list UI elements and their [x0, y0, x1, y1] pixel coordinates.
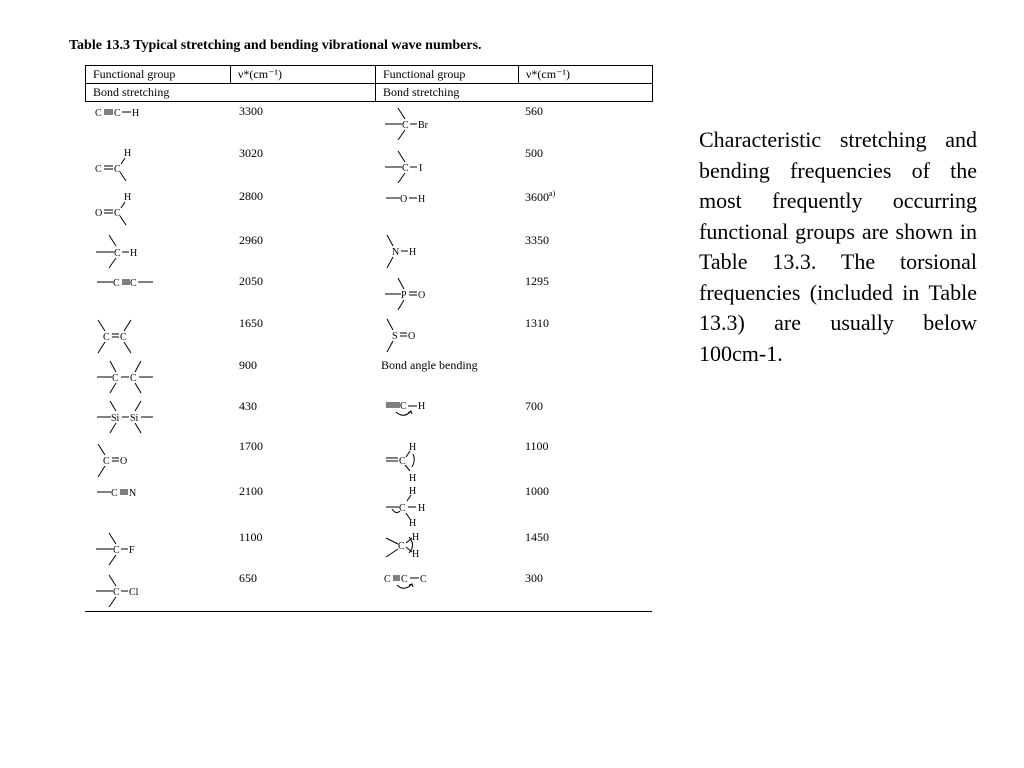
svg-text:H: H — [130, 248, 138, 259]
structure-alkene-cc — [95, 318, 139, 356]
structure-fluoride-cf — [95, 532, 145, 568]
svg-text:C: C — [111, 488, 118, 499]
structure-phosphoryl-po — [384, 277, 434, 313]
header-wavenumber-left: ν*(cm⁻¹) — [231, 66, 376, 84]
svg-text:O: O — [408, 331, 416, 342]
value-right-5: 1295 — [525, 274, 549, 288]
structure-chloride-ccl — [95, 574, 149, 610]
value-left-6: 1650 — [239, 316, 263, 330]
value-right-7: 700 — [525, 399, 543, 413]
structure-aldehyde-ch — [92, 188, 142, 228]
structure-bromide-cbr — [384, 107, 438, 143]
section-bond-stretching-left: Bond stretching — [86, 84, 376, 102]
svg-text:C: C — [401, 574, 408, 585]
svg-text:C: C — [130, 278, 137, 289]
svg-text:C: C — [130, 373, 137, 384]
svg-text:C: C — [114, 248, 121, 259]
svg-text:H: H — [409, 247, 417, 258]
svg-text:C: C — [112, 373, 119, 384]
svg-text:N: N — [129, 488, 137, 499]
svg-text:O: O — [95, 208, 103, 219]
svg-text:Cl: Cl — [129, 587, 139, 598]
svg-text:C: C — [113, 545, 120, 556]
table-header — [85, 65, 653, 102]
value-left-3: 2800 — [239, 189, 263, 203]
structure-nitrile-cn — [95, 485, 145, 501]
structure-bend-methylene — [384, 530, 428, 564]
structure-bend-methyl — [384, 484, 428, 528]
structure-bend-cc-c — [384, 571, 434, 597]
value-left-10: 2100 — [239, 484, 263, 498]
svg-text:C: C — [113, 278, 120, 289]
value-left-9: 1700 — [239, 439, 263, 453]
structure-alkane-ch — [95, 234, 145, 270]
svg-text:N: N — [392, 247, 400, 258]
structure-hydroxyl-oh — [384, 191, 434, 207]
structure-alkene-ch — [92, 145, 142, 185]
value-right-3-number: 3600 — [525, 190, 549, 204]
svg-text:C: C — [95, 164, 102, 175]
structure-bend-alkyne-ch — [384, 399, 434, 421]
value-left-11: 1100 — [239, 530, 263, 544]
structure-alkyne-ch — [92, 104, 152, 120]
value-left-2: 3020 — [239, 146, 263, 160]
svg-text:H: H — [124, 192, 132, 203]
svg-text:C: C — [114, 208, 121, 219]
value-left-4: 2960 — [239, 233, 263, 247]
table-bottom-rule — [85, 611, 652, 612]
value-right-9: 1000 — [525, 484, 549, 498]
svg-text:C: C — [399, 503, 406, 514]
svg-text:H: H — [409, 486, 417, 497]
header-functional-group-right: Functional group — [376, 66, 519, 84]
header-functional-group-left: Functional group — [86, 66, 231, 84]
svg-text:C: C — [399, 456, 406, 467]
structure-internal-alkyne — [95, 275, 157, 291]
svg-text:C: C — [120, 332, 127, 343]
structure-alkane-cc — [95, 360, 157, 396]
svg-text:H: H — [132, 108, 140, 119]
svg-text:H: H — [124, 148, 132, 159]
svg-text:C: C — [103, 456, 110, 467]
value-right-8: 1100 — [525, 439, 549, 453]
svg-text:H: H — [409, 473, 417, 484]
svg-text:H: H — [418, 503, 426, 514]
svg-text:C: C — [103, 332, 110, 343]
table-caption: Table 13.3 Typical stretching and bending vibrational wave numbers. — [69, 38, 482, 53]
value-right-10: 1450 — [525, 530, 549, 544]
svg-text:P: P — [401, 290, 407, 301]
svg-text:C: C — [95, 108, 102, 119]
description-paragraph: Characteristic stretching and bending frequencies of the most frequently occurring functional groups are shown in Table 13.3. The torsional frequencies (included in Table 13.3) are usually below 100cm-1. — [699, 127, 977, 366]
value-right-1: 560 — [525, 104, 543, 118]
value-left-8: 430 — [239, 399, 257, 413]
value-left-1: 3300 — [239, 104, 263, 118]
value-right-3 — [525, 189, 555, 205]
structure-bend-alkene-ch2 — [384, 439, 424, 483]
svg-text:H: H — [418, 401, 426, 412]
svg-text:C: C — [113, 587, 120, 598]
svg-text:S: S — [392, 331, 398, 342]
svg-text:C: C — [420, 574, 427, 585]
svg-text:C: C — [114, 164, 121, 175]
svg-text:H: H — [412, 549, 420, 560]
svg-text:C: C — [384, 574, 391, 585]
value-left-5: 2050 — [239, 274, 263, 288]
value-right-6: 1310 — [525, 316, 549, 330]
svg-text:C: C — [398, 541, 405, 552]
svg-text:O: O — [120, 456, 128, 467]
svg-text:Si: Si — [130, 413, 139, 424]
value-left-12: 650 — [239, 571, 257, 585]
svg-text:O: O — [418, 290, 426, 301]
svg-text:H: H — [409, 442, 417, 453]
value-right-11: 300 — [525, 571, 543, 585]
structure-iodide-ci — [384, 150, 434, 186]
svg-text:O: O — [400, 194, 408, 205]
svg-text:I: I — [419, 163, 423, 174]
structure-carbonyl-co — [95, 443, 139, 479]
value-right-4: 3350 — [525, 233, 549, 247]
value-right-2: 500 — [525, 146, 543, 160]
svg-text:Br: Br — [418, 120, 428, 131]
section-bond-angle-bending: Bond angle bending — [381, 358, 478, 372]
svg-text:H: H — [412, 532, 420, 543]
value-left-7: 900 — [239, 358, 257, 372]
footnote-marker: a) — [549, 189, 556, 198]
svg-text:C: C — [402, 163, 409, 174]
svg-text:C: C — [114, 108, 121, 119]
structure-silane-sisi — [95, 400, 157, 436]
section-bond-stretching-right: Bond stretching — [376, 84, 653, 102]
svg-text:C: C — [400, 401, 407, 412]
svg-text:Si: Si — [111, 413, 120, 424]
structure-amine-nh — [384, 234, 430, 270]
header-wavenumber-right: ν*(cm⁻¹) — [519, 66, 653, 84]
structure-sulfoxide-so — [384, 318, 430, 354]
svg-text:F: F — [129, 545, 135, 556]
svg-text:H: H — [418, 194, 426, 205]
svg-text:C: C — [402, 120, 409, 131]
svg-text:H: H — [409, 518, 417, 529]
